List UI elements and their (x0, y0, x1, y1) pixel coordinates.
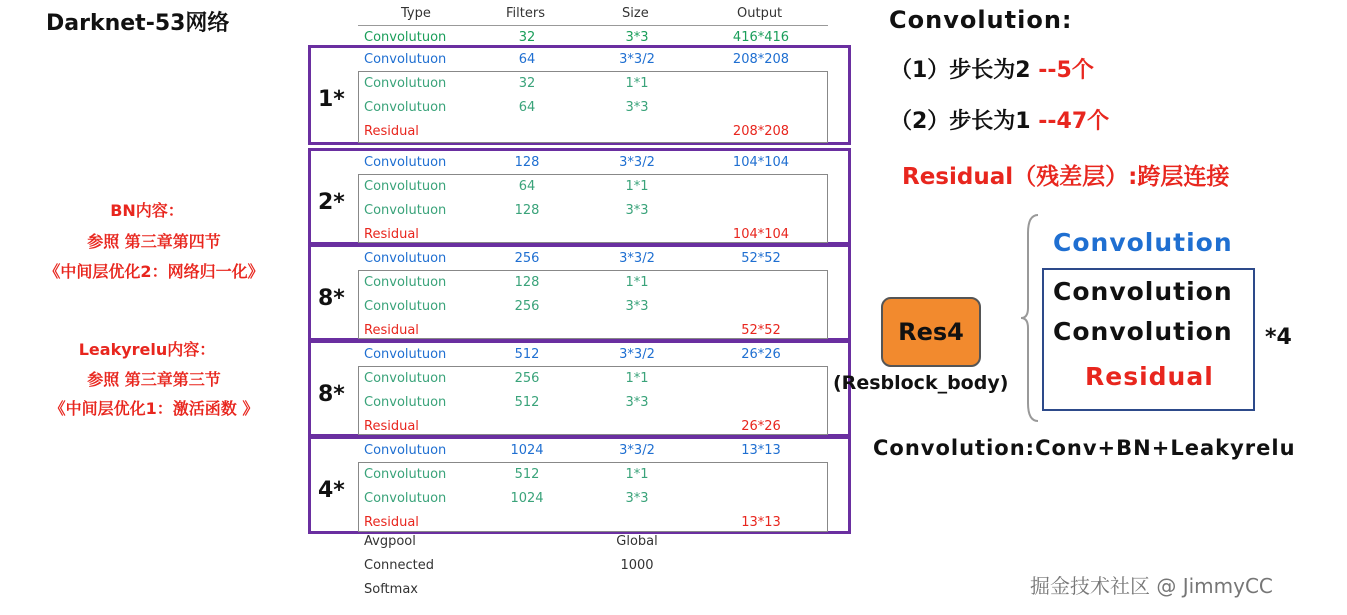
header-size: Size (622, 6, 649, 21)
block-3-residual-output: 26*26 (741, 419, 781, 434)
convolution-formula: Convolution:Conv+BN+Leakyrelu (873, 436, 1296, 460)
block-1-residual-output: 104*104 (732, 227, 790, 242)
convolution-heading: Convolution: (889, 6, 1073, 34)
block-0-residual-output: 208*208 (732, 124, 790, 139)
tail-type-softmax: Softmax (364, 582, 418, 597)
block-2-conv1-size: 1*1 (625, 275, 649, 290)
block-0-residual-type: Residual (364, 124, 419, 139)
block-4-conv1-size: 1*1 (625, 467, 649, 482)
block-4-residual-type: Residual (364, 515, 419, 530)
block-3-down-filters: 512 (514, 347, 540, 362)
block-1-down-filters: 128 (514, 155, 540, 170)
block-2-down-type: Convolutuon (364, 251, 447, 266)
block-0-down-type: Convolutuon (364, 52, 447, 67)
block-1-conv1-type: Convolutuon (364, 179, 447, 194)
block-0-conv1-type: Convolutuon (364, 76, 447, 91)
block-1-conv1-filters: 64 (518, 179, 536, 194)
bn-note-ref: 参照 第三章第四节 (87, 232, 221, 251)
block-1-down-type: Convolutuon (364, 155, 447, 170)
res4-label: Res4 (898, 318, 964, 346)
block-3-conv2-size: 3*3 (625, 395, 649, 410)
box-residual: Residual (1085, 362, 1214, 391)
tail-size-avgpool: Global (616, 534, 658, 549)
block-2-conv1-filters: 128 (514, 275, 540, 290)
block-4-residual-output: 13*13 (741, 515, 781, 530)
bn-note-title: BN内容： (110, 201, 184, 220)
block-3-multiplier: 8* (318, 382, 345, 407)
leaky-note-title: Leakyrelu内容： (78, 340, 216, 359)
block-1-residual-type: Residual (364, 227, 419, 242)
block-2-down-filters: 256 (514, 251, 540, 266)
block-3-conv2-type: Convolutuon (364, 395, 447, 410)
stride1-label: （2）步长为1 (890, 109, 1039, 134)
block-4-conv2-type: Convolutuon (364, 491, 447, 506)
resblock-body-label: (Resblock_body) (833, 372, 1009, 394)
block-3-down-type: Convolutuon (364, 347, 447, 362)
block-4-down-filters: 1024 (510, 443, 544, 458)
leaky-note-ref: 参照 第三章第三节 (87, 370, 221, 389)
block-3-conv1-filters: 256 (514, 371, 540, 386)
header-rule (358, 25, 828, 26)
block-2-residual-type: Residual (364, 323, 419, 338)
tail-type-avgpool: Avgpool (364, 534, 416, 549)
block-1-conv2-filters: 128 (514, 203, 540, 218)
page-title: Darknet-53网络 (46, 11, 230, 36)
block-0-down-output: 208*208 (732, 52, 790, 67)
block-0-conv1-filters: 32 (518, 76, 536, 91)
block-4-multiplier: 4* (318, 478, 345, 503)
block-0-multiplier: 1* (318, 87, 345, 112)
block-0-conv2-type: Convolutuon (364, 100, 447, 115)
block-0-down-filters: 64 (518, 52, 536, 67)
top-convolution: Convolution (1053, 228, 1233, 257)
block-4-conv2-size: 3*3 (625, 491, 649, 506)
block-4-down-type: Convolutuon (364, 443, 447, 458)
box-convolution-2: Convolution (1053, 317, 1233, 346)
res4-block (881, 297, 981, 367)
repeat-multiplier: *4 (1265, 325, 1292, 350)
first-row-output: 416*416 (732, 30, 790, 45)
block-2-residual-output: 52*52 (741, 323, 781, 338)
block-4-conv1-filters: 512 (514, 467, 540, 482)
block-4-conv2-filters: 1024 (510, 491, 544, 506)
block-2-conv2-filters: 256 (514, 299, 540, 314)
block-0-conv2-filters: 64 (518, 100, 536, 115)
block-1-conv1-size: 1*1 (625, 179, 649, 194)
block-1-down-size: 3*3/2 (619, 155, 655, 170)
block-1-multiplier: 2* (318, 190, 345, 215)
first-row-type: Convolutuon (364, 30, 447, 45)
leaky-note-chapter: 《中间层优化1：激活函数 》 (49, 399, 259, 418)
header-output: Output (737, 6, 783, 21)
block-2-down-output: 52*52 (741, 251, 781, 266)
tail-type-connected: Connected (364, 558, 435, 573)
block-3-conv1-size: 1*1 (625, 371, 649, 386)
block-0-down-size: 3*3/2 (619, 52, 655, 67)
block-2-conv2-type: Convolutuon (364, 299, 447, 314)
stride1-line (890, 104, 1109, 135)
stride1-count: --47个 (1038, 109, 1110, 134)
first-row-filters: 32 (518, 30, 536, 45)
block-0-conv2-size: 3*3 (625, 100, 649, 115)
block-2-conv1-type: Convolutuon (364, 275, 447, 290)
brace-icon (1020, 213, 1040, 423)
block-1-down-output: 104*104 (732, 155, 790, 170)
stride2-line (890, 53, 1094, 84)
block-4-conv1-type: Convolutuon (364, 467, 447, 482)
stride2-count: --5个 (1038, 58, 1094, 83)
block-1-conv2-size: 3*3 (625, 203, 649, 218)
block-4-down-output: 13*13 (741, 443, 781, 458)
block-2-conv2-size: 3*3 (625, 299, 649, 314)
header-type: Type (401, 6, 431, 21)
block-1-conv2-type: Convolutuon (364, 203, 447, 218)
box-convolution-1: Convolution (1053, 277, 1233, 306)
first-row-size: 3*3 (625, 30, 649, 45)
block-3-conv1-type: Convolutuon (364, 371, 447, 386)
residual-note: Residual（残差层）:跨层连接 (902, 164, 1230, 190)
stride2-label: （1）步长为2 (890, 58, 1039, 83)
block-3-conv2-filters: 512 (514, 395, 540, 410)
block-3-down-output: 26*26 (741, 347, 781, 362)
block-0-conv1-size: 1*1 (625, 76, 649, 91)
bn-note-chapter: 《中间层优化2：网络归一化》 (44, 262, 264, 281)
block-2-multiplier: 8* (318, 286, 345, 311)
watermark: 掘金技术社区 @ JimmyCC (1030, 574, 1273, 598)
block-2-down-size: 3*3/2 (619, 251, 655, 266)
tail-size-connected: 1000 (620, 558, 654, 573)
block-3-down-size: 3*3/2 (619, 347, 655, 362)
block-4-down-size: 3*3/2 (619, 443, 655, 458)
block-3-residual-type: Residual (364, 419, 419, 434)
header-filters: Filters (506, 6, 545, 21)
